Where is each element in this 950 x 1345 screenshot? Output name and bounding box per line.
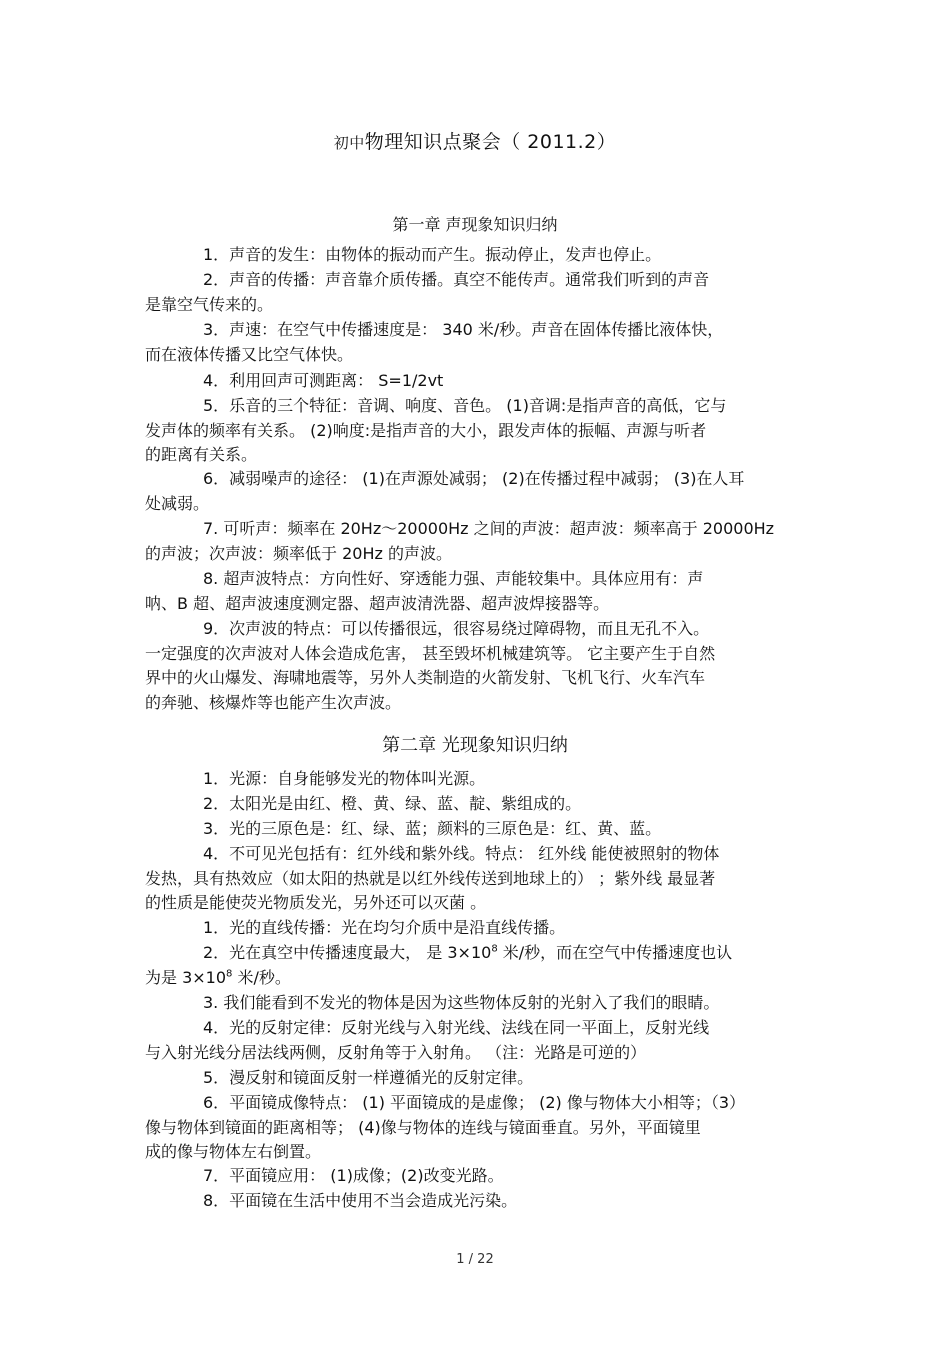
ch2-item-11: 7．平面镜应用： (1)成像；(2)改变光路。	[203, 1166, 504, 1185]
ch2-item-8: 4．光的反射定律：反射光线与入射光线、法线在同一平面上，反射光线 与入射光线分居法线两侧，反射角等于入射角。 （注：光路是可逆的）	[145, 1018, 710, 1062]
ch1-item-1: 1．声音的发生：由物体的振动而产生。振动停止，发声也停止。	[203, 245, 662, 264]
ch2-item-5: 1．光的直线传播：光在均匀介质中是沿直线传播。	[203, 918, 566, 937]
ch2-item-4: 4．不可见光包括有：红外线和紫外线。特点： 红外线 能使被照射的物体 发热，具有热效应（如太阳的热就是以红外线传送到地球上的） ；紫外线 最显著 的性质是能使荧光物质发光，另外还可以灭菌 。	[145, 844, 720, 912]
ch1-item-6: 6．减弱噪声的途径： (1)在声源处减弱； (2)在传播过程中减弱； (3)在人耳 处减弱。	[145, 469, 745, 513]
ch2-item-1: 1．光源：自身能够发光的物体叫光源。	[203, 769, 486, 788]
ch1-item-3: 3．声速：在空气中传播速度是： 340 米/秒。声音在固体传播比液体快， 而在液体传播又比空气体快。	[145, 320, 724, 364]
ch2-item-12: 8．平面镜在生活中使用不当会造成光污染。	[203, 1191, 518, 1210]
title-main: 物理知识点聚会（ 2011.2）	[364, 131, 617, 153]
title-prefix: 初中	[333, 134, 365, 152]
ch2-item-10: 6．平面镜成像特点： (1) 平面镜成的是虚像； (2) 像与物体大小相等；（3） 像与物体到镜面的距离相等； (4)像与物体的连线与镜面垂直。另外，平面镜里 成的像与物体左右倒置。	[145, 1093, 746, 1161]
ch1-item-7: 7. 可听声：频率在 20Hz～20000Hz 之间的声波：超声波：频率高于 20000Hz 的声波；次声波：频率低于 20Hz 的声波。	[145, 519, 775, 563]
ch1-item-2: 2．声音的传播：声音靠介质传播。真空不能传声。通常我们听到的声音 是靠空气传来的。	[145, 270, 710, 314]
chapter-2-heading: 第二章 光现象知识归纳	[382, 735, 568, 756]
ch1-item-4: 4．利用回声可测距离： S=1/2vt	[203, 371, 444, 390]
document-title	[0, 127, 950, 154]
ch1-item-5: 5．乐音的三个特征：音调、响度、音色。 (1)音调:是指声音的高低，它与 发声体的频率有关系。 (2)响度:是指声音的大小，跟发声体的振幅、声源与听者 的距离有关系。	[145, 396, 727, 464]
ch2-item-7: 3. 我们能看到不发光的物体是因为这些物体反射的光射入了我们的眼睛。	[203, 993, 720, 1012]
ch2-item-3: 3．光的三原色是：红、绿、蓝；颜料的三原色是：红、黄、蓝。	[203, 819, 662, 838]
page-number: 1 / 22	[456, 1252, 494, 1267]
ch2-item-6: 2．光在真空中传播速度最大， 是 $3\times 10^8$ 米/秒，而在空气中传播速度也认 为是 $3\times 10^8$ 米/秒。	[145, 943, 733, 987]
chapter-1-heading: 第一章 声现象知识归纳	[392, 215, 558, 234]
ch2-item-2: 2．太阳光是由红、橙、黄、绿、蓝、靛、紫组成的。	[203, 794, 582, 813]
ch2-item-9: 5．漫反射和镜面反射一样遵循光的反射定律。	[203, 1068, 534, 1087]
ch1-item-8: 8. 超声波特点：方向性好、穿透能力强、声能较集中。具体应用有：声 呐、B 超、超声波速度测定器、超声波清洗器、超声波焊接器等。	[145, 569, 704, 613]
ch1-item-9: 9．次声波的特点：可以传播很远，很容易绕过障碍物，而且无孔不入。 一定强度的次声波对人体会造成危害， 甚至毁坏机械建筑等。 它主要产生于自然 界中的火山爆发、海啸地震等，另外人类制造的火箭发射、飞机飞行、火车汽车 的奔驰、核爆炸等也能产生次声波。	[145, 619, 716, 712]
